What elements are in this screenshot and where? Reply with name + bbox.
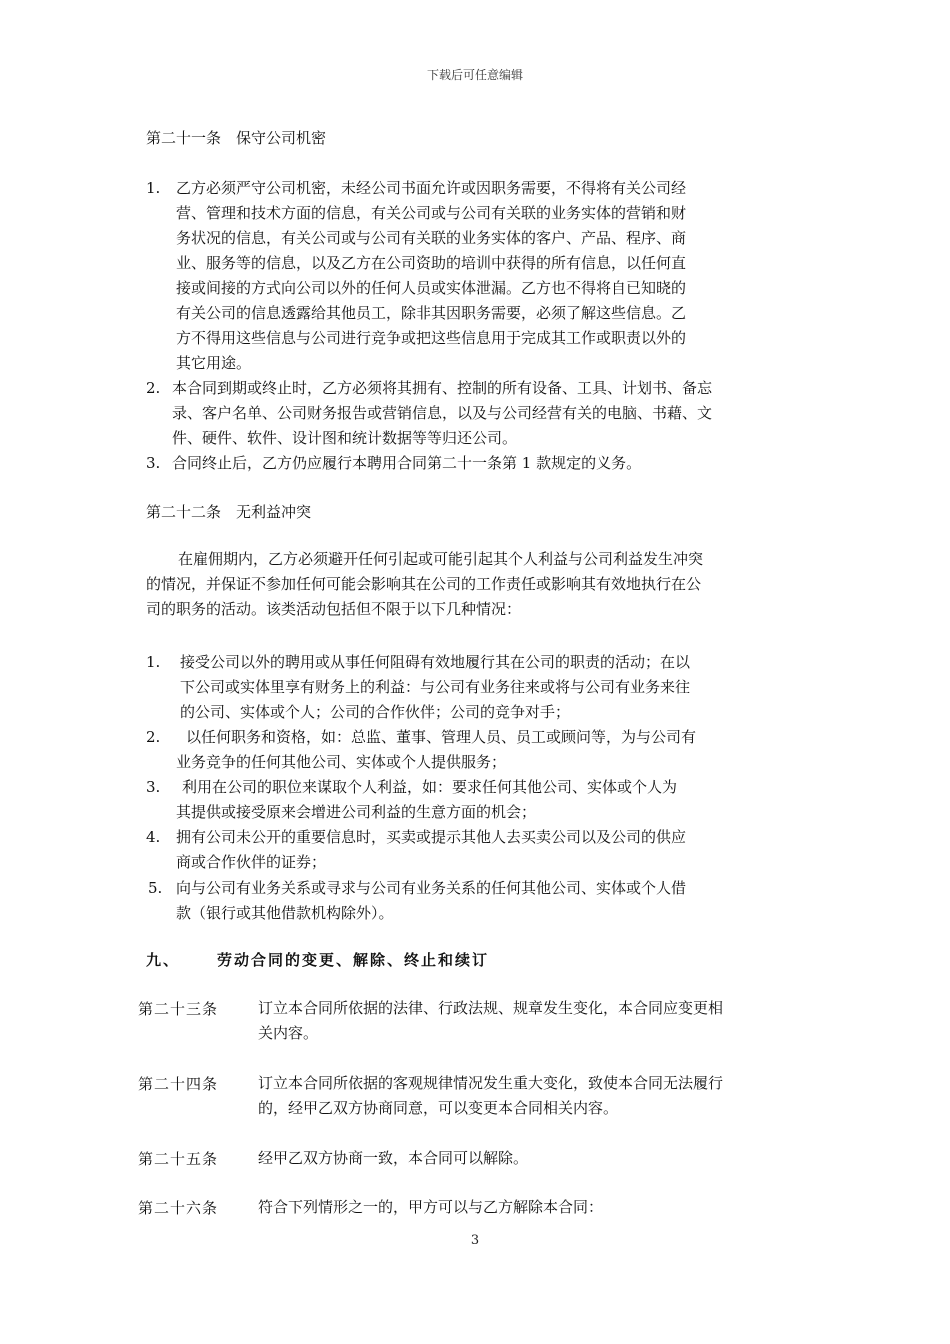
text-line: 下公司或实体里享有财务上的利益：与公司有业务往来或将与公司有业务来往 <box>180 678 691 696</box>
article-24-text <box>258 1071 723 1121</box>
text-line: 向与公司有业务关系或寻求与公司有业务关系的任何其他公司、实体或个人借 <box>176 879 687 897</box>
text-line: 关内容。 <box>258 1024 319 1042</box>
article-23-label: 第二十三条 <box>138 1000 219 1018</box>
text-line: 的，经甲乙双方协商同意，可以变更本合同相关内容。 <box>258 1099 619 1117</box>
section-9-title: 劳动合同的变更、解除、终止和续订 <box>217 951 490 969</box>
article-25-text <box>258 1146 528 1171</box>
article-24-label: 第二十四条 <box>138 1075 219 1093</box>
text-line: 的情况，并保证不参加任何可能会影响其在公司的工作责任或影响其有效地执行在公 <box>146 575 702 593</box>
text-line: 其它用途。 <box>176 354 252 372</box>
text-line: 其提供或接受原来会增进公司利益的生意方面的机会； <box>176 803 537 821</box>
text-line: 司的职务的活动。该类活动包括但不限于以下几种情况： <box>146 600 522 618</box>
art22-item-5-text <box>176 876 686 926</box>
art22-item-1-text <box>180 650 690 725</box>
art22-intro <box>146 547 703 622</box>
art22-item-2-number: 2. <box>146 728 161 746</box>
text-line: 利用在公司的职位来谋取个人利益，如：要求任何其他公司、实体或个人为 <box>182 778 678 796</box>
art22-item-2-text <box>176 725 696 775</box>
article-22-title: 第二十二条 无利益冲突 <box>146 503 312 521</box>
art21-item-3-text <box>172 451 641 476</box>
text-line: 乙方必须严守公司机密，未经公司书面允许或因职务需要，不得将有关公司经 <box>176 179 687 197</box>
article-21-title: 第二十一条 保守公司机密 <box>146 129 327 147</box>
text-line: 件、硬件、软件、设计图和统计数据等等归还公司。 <box>172 429 518 447</box>
art22-item-1-number: 1. <box>146 653 161 671</box>
text-line: 接或间接的方式向公司以外的任何人员或实体泄漏。乙方也不得将自已知晓的 <box>176 279 687 297</box>
text-line: 经甲乙双方协商一致，本合同可以解除。 <box>258 1149 529 1167</box>
text-line: 营、管理和技术方面的信息，有关公司或与公司有关联的业务实体的营销和财 <box>176 204 687 222</box>
text-line: 方不得用这些信息与公司进行竞争或把这些信息用于完成其工作或职责以外的 <box>176 329 687 347</box>
text-line: 有关公司的信息透露给其他员工，除非其因职务需要，必须了解这些信息。乙 <box>176 304 687 322</box>
text-line: 订立本合同所依据的客观规律情况发生重大变化，致使本合同无法履行 <box>258 1074 724 1092</box>
text-line: 商或合作伙伴的证券； <box>176 853 327 871</box>
text-line: 拥有公司未公开的重要信息时，买卖或提示其他人去买卖公司以及公司的供应 <box>176 828 687 846</box>
text-line: 业务竞争的任何其他公司、实体或个人提供服务； <box>176 753 507 771</box>
text-line: 以任何职务和资格，如：总监、董事、管理人员、员工或顾问等，为与公司有 <box>186 728 697 746</box>
text-line: 本合同到期或终止时，乙方必须将其拥有、控制的所有设备、工具、计划书、备忘 <box>172 379 713 397</box>
text-line: 务状况的信息，有关公司或与公司有关联的业务实体的客户、产品、程序、商 <box>176 229 687 247</box>
article-26-label: 第二十六条 <box>138 1199 219 1217</box>
page-number: 3 <box>470 1233 480 1248</box>
art21-item-3-number: 3. <box>146 454 161 472</box>
text-line: 业、服务等的信息，以及乙方在公司资助的培训中获得的所有信息，以任何直 <box>176 254 687 272</box>
section-9-number: 九、 <box>146 951 181 969</box>
article-25-label: 第二十五条 <box>138 1150 219 1168</box>
text-line: 在雇佣期内，乙方必须避开任何引起或可能引起其个人利益与公司利益发生冲突 <box>178 550 704 568</box>
art21-item-2-number: 2. <box>146 379 161 397</box>
art22-item-3-number: 3. <box>146 778 161 796</box>
art22-item-4-text <box>176 825 686 875</box>
text-line: 订立本合同所依据的法律、行政法规、规章发生变化，本合同应变更相 <box>258 999 724 1017</box>
text-line: 录、客户名单、公司财务报告或营销信息，以及与公司经营有关的电脑、书藉、文 <box>172 404 713 422</box>
page-header: 下载后可任意编辑 <box>426 68 523 82</box>
article-23-text <box>258 996 723 1046</box>
art22-item-3-text <box>176 775 677 825</box>
art21-item-1-text <box>176 176 686 376</box>
article-26-text <box>258 1195 603 1220</box>
text-line: 合同终止后，乙方仍应履行本聘用合同第二十一条第 1 款规定的义务。 <box>172 454 642 472</box>
text-line: 符合下列情形之一的，甲方可以与乙方解除本合同： <box>258 1198 604 1216</box>
art21-item-2-text <box>172 376 712 451</box>
text-line: 的公司、实体或个人；公司的合作伙伴；公司的竞争对手； <box>180 703 571 721</box>
art21-item-1-number: 1. <box>146 179 161 197</box>
art22-item-5-number: 5. <box>148 879 163 897</box>
art22-item-4-number: 4. <box>146 828 161 846</box>
text-line: 款（银行或其他借款机构除外）。 <box>176 904 394 922</box>
text-line: 接受公司以外的聘用或从事任何阻碍有效地履行其在公司的职责的活动；在以 <box>180 653 691 671</box>
